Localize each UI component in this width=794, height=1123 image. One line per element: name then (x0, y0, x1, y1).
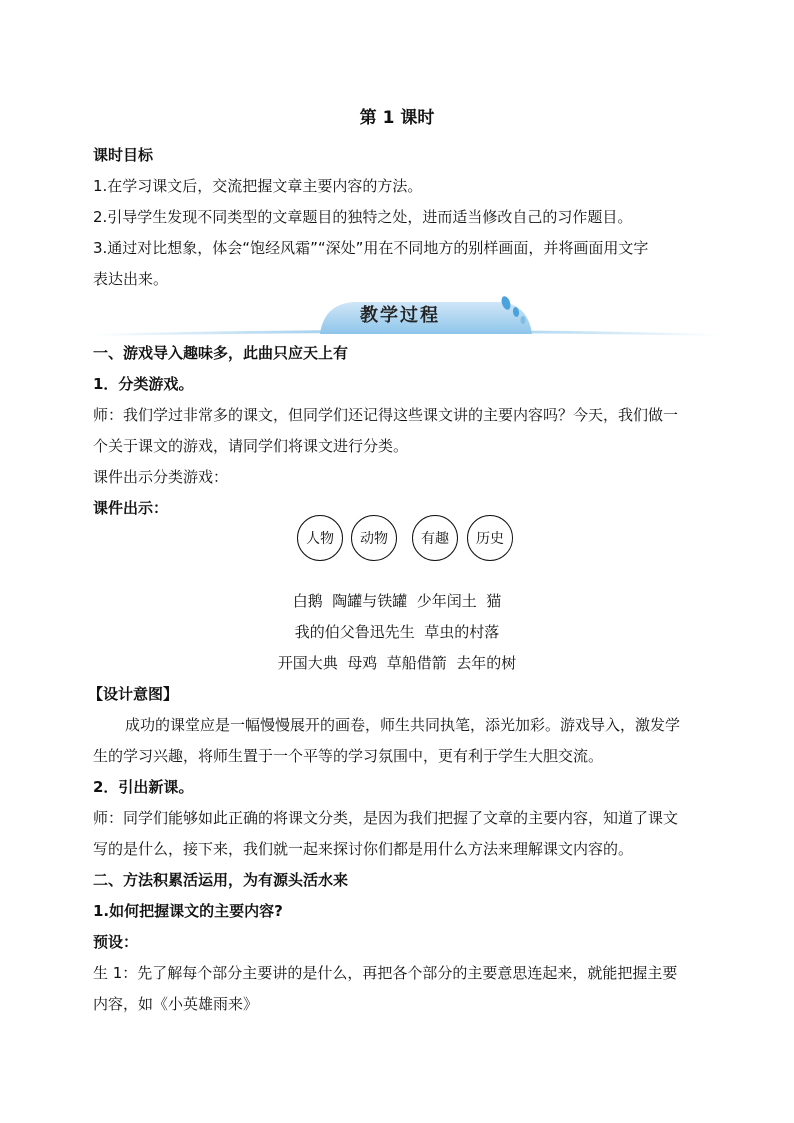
lesson-list-line3: 开国大典 母鸡 草船借箭 去年的树 (277, 654, 517, 672)
student1-line1: 生 1：先了解每个部分主要讲的是什么，再把各个部分的主要意思连起来，就能把握主要 (93, 964, 678, 982)
student1-line2: 内容，如《小英雄雨来》 (93, 995, 259, 1013)
design-intent-heading: 【设计意图】 (88, 685, 179, 703)
category-circle-animals: 动物 (351, 515, 397, 561)
category-circle-history: 历史 (467, 515, 513, 561)
para4-line2: 写的是什么，接下来，我们就一起来探讨你们都是用什么方法来理解课文内容的。 (93, 840, 634, 858)
para1-line1: 师：我们学过非常多的课文，但同学们还记得这些课文讲的主要内容吗？今天，我们做一 (93, 406, 679, 424)
para1-line2: 个关于课文的游戏，请同学们将课文进行分类。 (93, 437, 409, 455)
category-circles (297, 515, 522, 563)
lesson-list-line2: 我的伯父鲁迅先生 草虫的村落 (294, 623, 500, 641)
objective-2: 2.引导学生发现不同类型的文章题目的独特之处，进而适当修改自己的习作题目。 (93, 208, 633, 226)
design-intent-line1: 成功的课堂应是一幅慢慢展开的画卷，师生共同执笔，添光加彩。游戏导入，激发学 (125, 716, 681, 734)
banner-label: 教学过程 (360, 305, 440, 326)
para4-line1: 师：同学们能够如此正确的将课文分类，是因为我们把握了文章的主要内容，知道了课文 (93, 809, 679, 827)
objectives-heading: 课时目标 (93, 146, 154, 164)
section1-heading: 一、游戏导入趣味多，此曲只应天上有 (93, 344, 349, 362)
design-intent-line2: 生的学习兴趣，将师生置于一个平等的学习氛围中，更有利于学生大胆交流。 (93, 747, 604, 765)
objective-3: 3.通过对比想象，体会“饱经风霜”“深处”用在不同地方的别样画面，并将画面用文字 (93, 239, 649, 257)
lesson-title: 第 1 课时 (359, 108, 435, 128)
teaching-process-banner (92, 290, 722, 338)
objective-1: 1.在学习课文后，交流把握文章主要内容的方法。 (93, 177, 423, 195)
objective-3-cont: 表达出来。 (93, 270, 169, 288)
lesson-list-line1: 白鹅 陶罐与铁罐 少年闰土 猫 (292, 592, 502, 610)
preset-label: 预设： (93, 933, 139, 951)
section2-sub1: 1.如何把握课文的主要内容? (93, 902, 283, 920)
category-circle-people: 人物 (297, 515, 343, 561)
para3: 课件出示： (93, 499, 169, 517)
para2: 课件出示分类游戏： (93, 468, 229, 486)
section2-heading: 二、方法积累活运用，为有源头活水来 (93, 871, 349, 889)
category-circle-interesting: 有趣 (412, 515, 458, 561)
section1-sub1: 1．分类游戏。 (93, 375, 194, 393)
section1-sub2: 2．引出新课。 (93, 778, 194, 796)
